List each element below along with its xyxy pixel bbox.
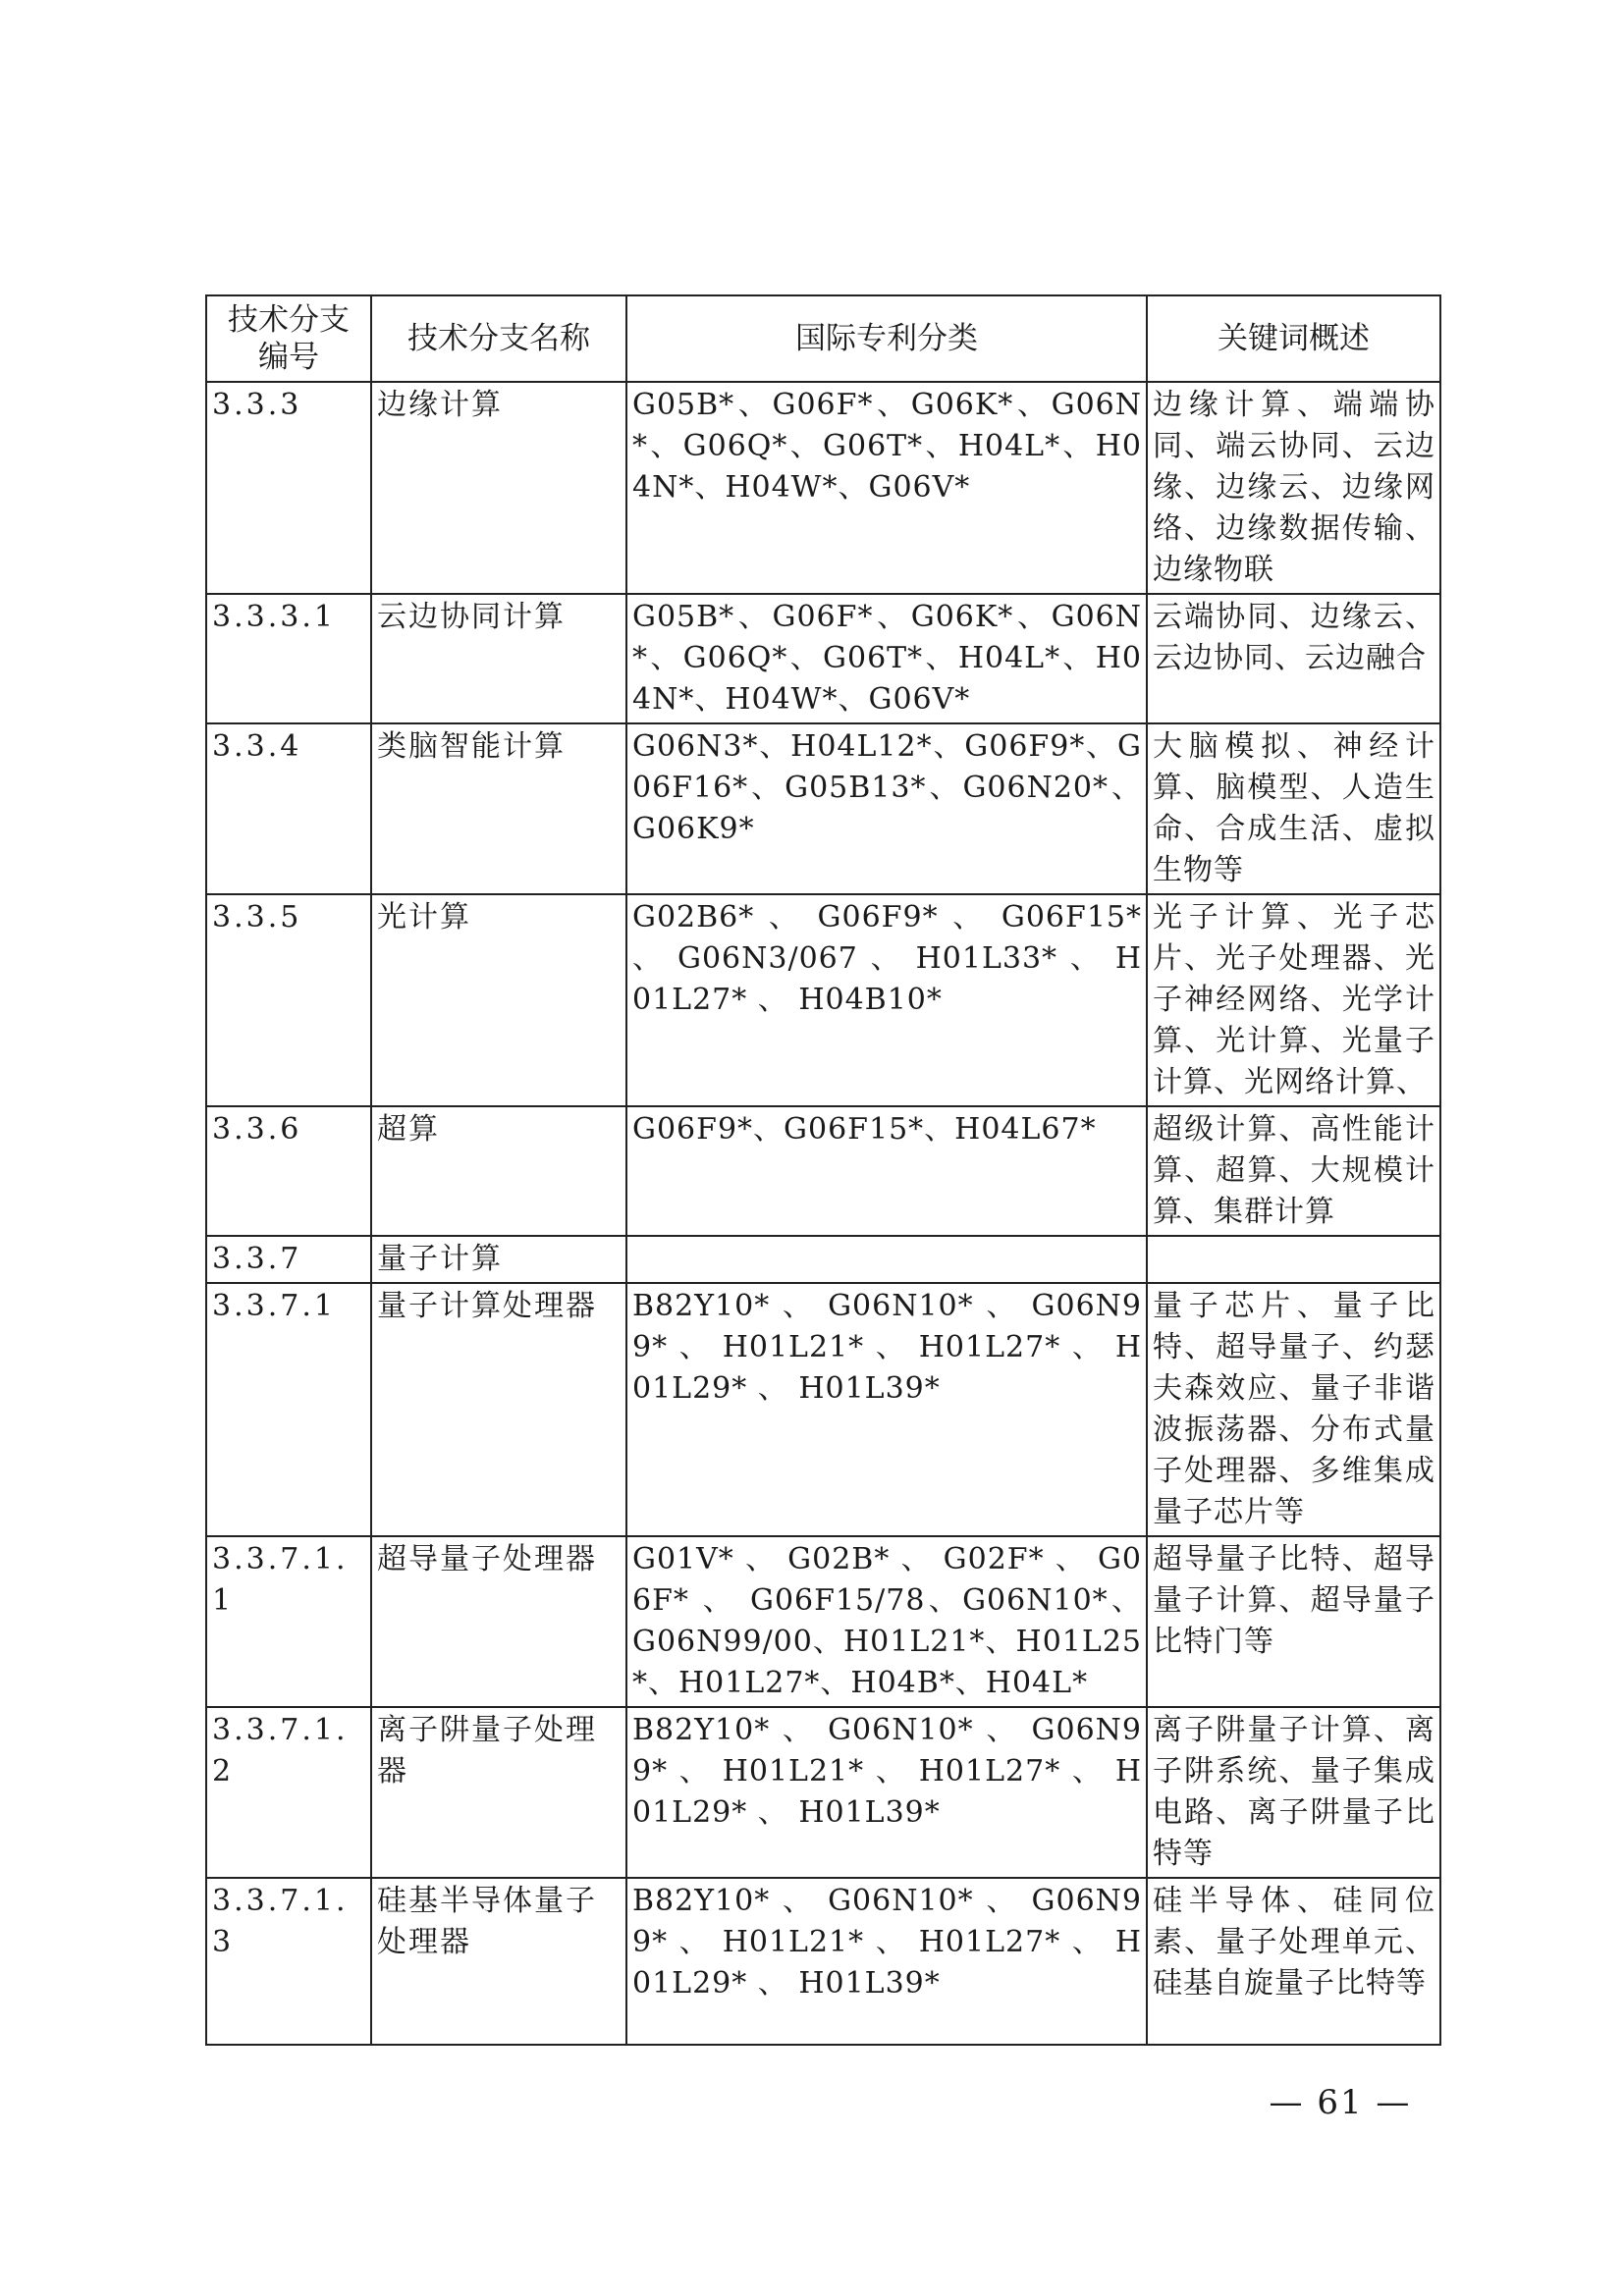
- table-row: [206, 594, 1440, 723]
- branch-code: 3.3.7.1.3: [206, 1878, 371, 2045]
- branch-code: 3.3.3: [206, 382, 371, 594]
- branch-name: 边缘计算: [371, 382, 626, 594]
- keywords: 超导量子比特、超导量子计算、超导量子比特门等: [1147, 1536, 1440, 1707]
- table-row: [206, 1283, 1440, 1536]
- header-keywords: 关键词概述: [1147, 295, 1440, 382]
- keywords: 大脑模拟、神经计算、脑模型、人造生命、合成生活、虚拟生物等: [1147, 723, 1440, 894]
- branch-code: 3.3.6: [206, 1106, 371, 1236]
- ipc-codes: B82Y10* 、 G06N10* 、 G06N99* 、 H01L21* 、 H01L27* 、 H01L29* 、 H01L39*: [626, 1878, 1147, 2045]
- ipc-codes: [626, 1236, 1147, 1283]
- table-row: [206, 894, 1440, 1106]
- branch-name: 类脑智能计算: [371, 723, 626, 894]
- table-header-row: [206, 295, 1440, 382]
- ipc-codes: G05B*、G06F*、G06K*、G06N*、G06Q*、G06T*、H04L*、H04N*、H04W*、G06V*: [626, 594, 1147, 723]
- table-row: [206, 1236, 1440, 1283]
- table-row: [206, 1707, 1440, 1878]
- keywords: 超级计算、高性能计算、超算、大规模计算、集群计算: [1147, 1106, 1440, 1236]
- branch-name: 硅基半导体量子处理器: [371, 1878, 626, 2045]
- keywords: [1147, 1236, 1440, 1283]
- ipc-codes: G06F9*、G06F15*、H04L67*: [626, 1106, 1147, 1236]
- ipc-codes: G06N3*、H04L12*、G06F9*、G06F16*、G05B13*、G06N20*、G06K9*: [626, 723, 1147, 894]
- ipc-codes: B82Y10* 、 G06N10* 、 G06N99* 、 H01L21* 、 H01L27* 、 H01L29* 、 H01L39*: [626, 1283, 1147, 1536]
- branch-name: 云边协同计算: [371, 594, 626, 723]
- branch-name: 离子阱量子处理器: [371, 1707, 626, 1878]
- branch-name: 光计算: [371, 894, 626, 1106]
- branch-name: 超导量子处理器: [371, 1536, 626, 1707]
- branch-code: 3.3.7.1.2: [206, 1707, 371, 1878]
- branch-code: 3.3.7.1: [206, 1283, 371, 1536]
- header-ipc: 国际专利分类: [626, 295, 1147, 382]
- ipc-codes: B82Y10* 、 G06N10* 、 G06N99* 、 H01L21* 、 H01L27* 、 H01L29* 、 H01L39*: [626, 1707, 1147, 1878]
- keywords: 边缘计算、端端协同、端云协同、云边缘、边缘云、边缘网络、边缘数据传输、边缘物联: [1147, 382, 1440, 594]
- header-branch-code: 技术分支编号: [206, 295, 371, 382]
- table-row: [206, 1878, 1440, 2045]
- table-row: [206, 723, 1440, 894]
- keywords: 云端协同、边缘云、云边协同、云边融合: [1147, 594, 1440, 723]
- keywords: 离子阱量子计算、离子阱系统、量子集成电路、离子阱量子比特等: [1147, 1707, 1440, 1878]
- table-row: [206, 1106, 1440, 1236]
- ipc-codes: G05B*、G06F*、G06K*、G06N*、G06Q*、G06T*、H04L*、H04N*、H04W*、G06V*: [626, 382, 1147, 594]
- ipc-codes: G01V* 、 G02B* 、 G02F* 、 G06F* 、 G06F15/78、G06N10*、G06N99/00、H01L21*、H01L25*、H01L27*、H04B*、H04L*: [626, 1536, 1147, 1707]
- header-branch-name: 技术分支名称: [371, 295, 626, 382]
- keywords: 硅半导体、硅同位素、量子处理单元、硅基自旋量子比特等: [1147, 1878, 1440, 2045]
- technology-branch-table: [205, 294, 1441, 2046]
- branch-code: 3.3.3.1: [206, 594, 371, 723]
- keywords: 光子计算、光子芯片、光子处理器、光子神经网络、光学计算、光计算、光量子计算、光网络计算、: [1147, 894, 1440, 1106]
- ipc-codes: G02B6* 、 G06F9* 、 G06F15* 、 G06N3/067 、 H01L33* 、 H01L27* 、 H04B10*: [626, 894, 1147, 1106]
- keywords: 量子芯片、量子比特、超导量子、约瑟夫森效应、量子非谐波振荡器、分布式量子处理器、多维集成量子芯片等: [1147, 1283, 1440, 1536]
- branch-code: 3.3.7.1.1: [206, 1536, 371, 1707]
- table-row: [206, 382, 1440, 594]
- branch-code: 3.3.7: [206, 1236, 371, 1283]
- branch-code: 3.3.5: [206, 894, 371, 1106]
- page-number: — 61 —: [1269, 2083, 1412, 2122]
- branch-name: 量子计算处理器: [371, 1283, 626, 1536]
- table-row: [206, 1536, 1440, 1707]
- branch-name: 超算: [371, 1106, 626, 1236]
- branch-name: 量子计算: [371, 1236, 626, 1283]
- branch-code: 3.3.4: [206, 723, 371, 894]
